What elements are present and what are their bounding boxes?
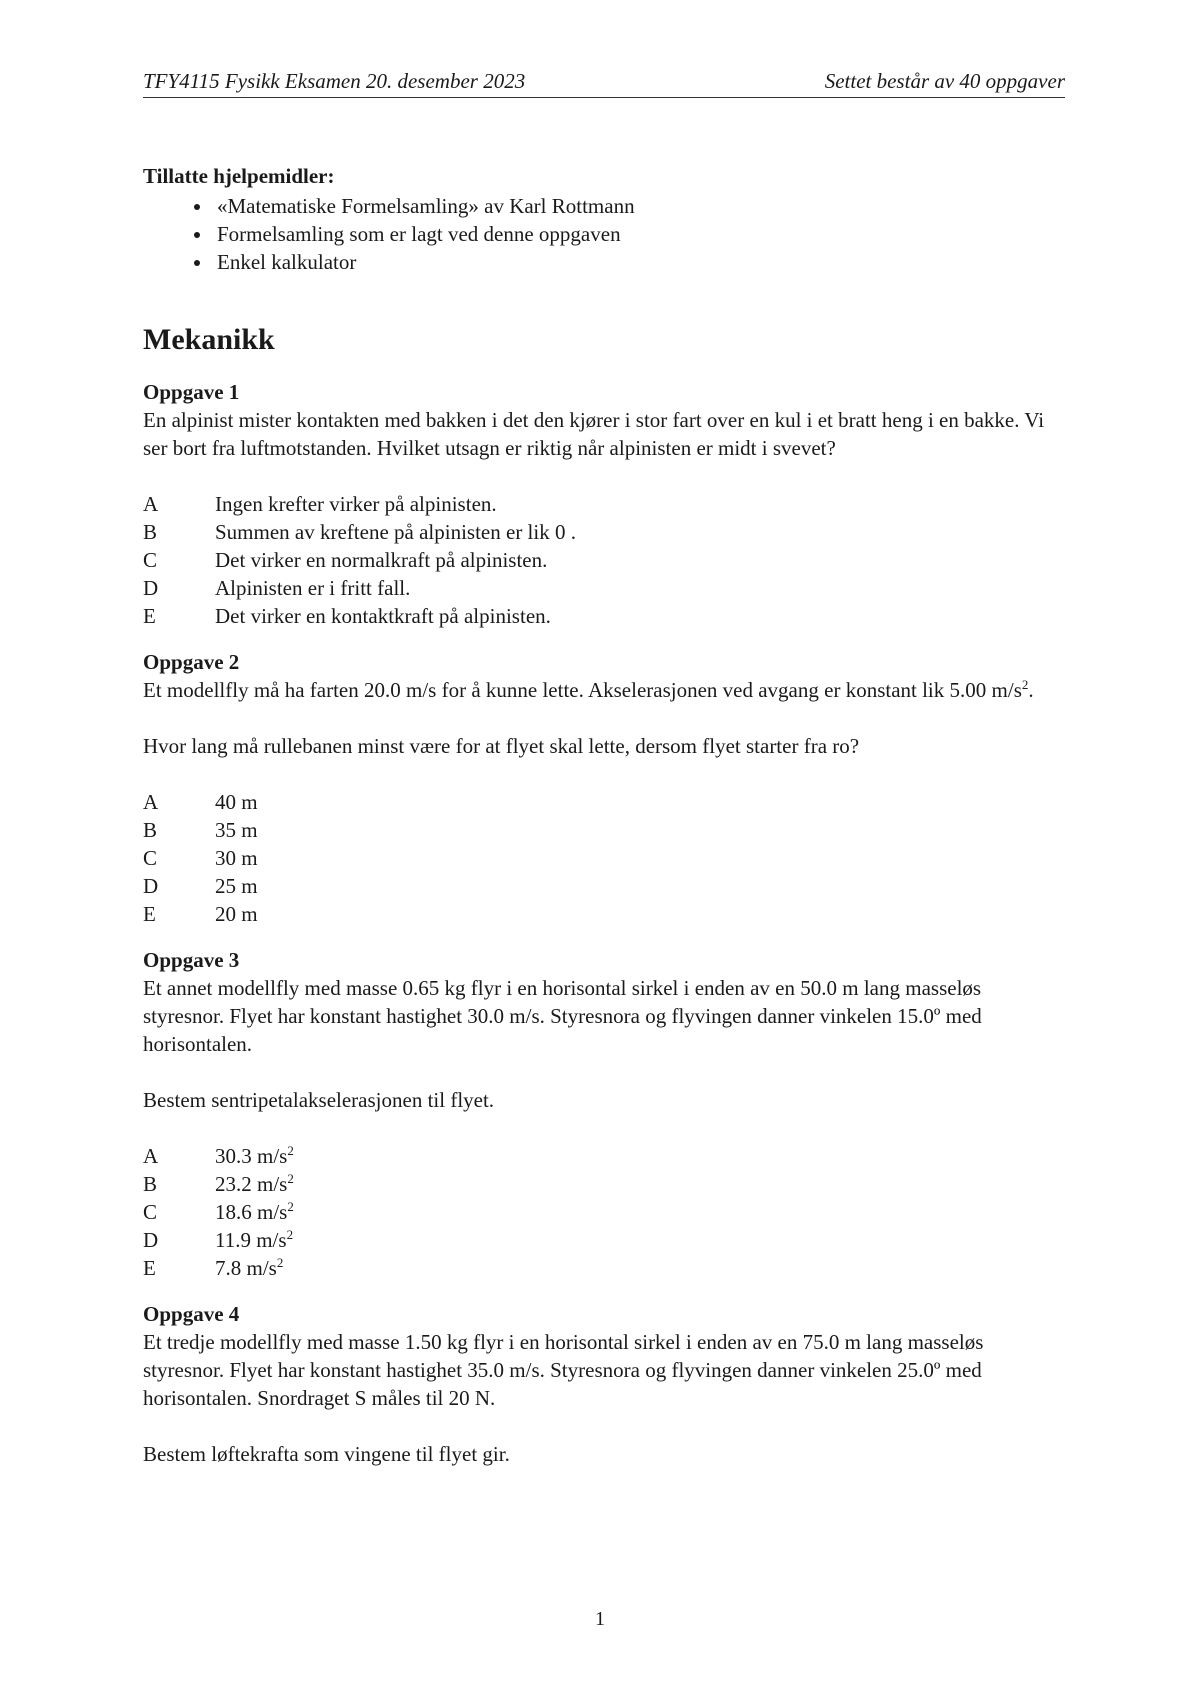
- answer-option: [143, 900, 1065, 928]
- option-text: 40 m: [215, 790, 258, 814]
- answer-option: [143, 1170, 1065, 1198]
- allowed-aid-item: • «Matematiske Formelsamling» av Karl Rottmann: [213, 192, 1065, 220]
- option-text: 25 m: [215, 874, 258, 898]
- option-text: [215, 1142, 294, 1170]
- task-title: Oppgave 2: [143, 650, 240, 674]
- allowed-aid-item: • Enkel kalkulator: [213, 248, 1065, 276]
- superscript: 2: [287, 1143, 294, 1158]
- answer-option: [143, 872, 1065, 900]
- task-title: Oppgave 4: [143, 1302, 240, 1326]
- option-value: 11.9 m/s: [215, 1228, 287, 1252]
- option-letter: B: [143, 818, 158, 842]
- option-letter: C: [143, 548, 158, 572]
- superscript: 2: [287, 1199, 294, 1214]
- allowed-aids: [143, 162, 1065, 276]
- option-letter: A: [143, 1144, 159, 1168]
- option-value: 23.2 m/s: [215, 1172, 288, 1196]
- answer-option: [143, 1254, 1065, 1282]
- task-1: [143, 378, 1065, 630]
- section-title: Mekanikk: [143, 323, 275, 356]
- task-title: Oppgave 3: [143, 948, 240, 972]
- option-letter: E: [143, 902, 156, 926]
- option-letter: C: [143, 1200, 158, 1224]
- answer-option: [143, 1142, 1065, 1170]
- task-2: [143, 648, 1065, 928]
- task-4: [143, 1300, 1065, 1468]
- task-text-main: Et modellfly må ha farten 20.0 m/s for å kunne lette. Akselerasjonen ved avgang er konstant lik 5.00 m/s: [143, 678, 1022, 702]
- answer-option: [143, 490, 1065, 518]
- option-value: 30.3 m/s: [215, 1144, 288, 1168]
- answer-option: [143, 546, 1065, 574]
- option-text: [215, 1226, 293, 1254]
- answer-options: [143, 788, 1065, 928]
- allowed-aids-list: [143, 192, 1065, 276]
- option-letter: B: [143, 1172, 158, 1196]
- task-text: Et tredje modellfly med masse 1.50 kg flyr i en horisontal sirkel i enden av en 75.0 m lang masseløs styresnor. Flyet har konstant hastighet 35.0 m/s. Styresnora og flyvingen danner vinkelen 25.0º med horisontalen. Snordraget S måles til 20 N.: [143, 1330, 984, 1410]
- superscript: 2: [287, 1171, 294, 1186]
- task-text: Et annet modellfly med masse 0.65 kg flyr i en horisontal sirkel i enden av en 50.0 m lang masseløs styresnor. Flyet har konstant hastighet 30.0 m/s. Styresnora og flyvingen danner vinkelen 15.0º med horisontalen.: [143, 976, 982, 1056]
- answer-option: [143, 602, 1065, 630]
- answer-options: [143, 490, 1065, 630]
- superscript: 2: [286, 1227, 294, 1242]
- answer-option: [143, 574, 1065, 602]
- option-text: Ingen krefter virker på alpinisten.: [215, 492, 497, 516]
- option-text: [215, 1170, 294, 1198]
- option-letter: D: [143, 576, 159, 600]
- answer-option: [143, 1226, 1065, 1254]
- superscript: 2: [1021, 677, 1029, 692]
- option-letter: A: [143, 492, 159, 516]
- superscript: 2: [276, 1255, 284, 1270]
- option-text: 20 m: [215, 902, 258, 926]
- task-question: Bestem løftekrafta som vingene til flyet gir.: [143, 1442, 510, 1466]
- option-text: [215, 1198, 294, 1226]
- task-text-end: .: [1028, 678, 1034, 702]
- answer-option: [143, 788, 1065, 816]
- option-text: Alpinisten er i fritt fall.: [215, 576, 411, 600]
- exam-page: [143, 68, 1065, 1468]
- option-text: 30 m: [215, 846, 258, 870]
- option-value: 18.6 m/s: [215, 1200, 288, 1224]
- option-text: Det virker en normalkraft på alpinisten.: [215, 548, 548, 572]
- answer-option: [143, 1198, 1065, 1226]
- task-question: Bestem sentripetalakselerasjonen til flyet.: [143, 1088, 495, 1112]
- option-letter: C: [143, 846, 158, 870]
- option-letter: E: [143, 604, 156, 628]
- option-letter: D: [143, 874, 159, 898]
- answer-option: [143, 518, 1065, 546]
- header-course-title: TFY4115 Fysikk Eksamen 20. desember 2023: [143, 69, 526, 93]
- answer-option: [143, 816, 1065, 844]
- page-header: [143, 68, 1065, 98]
- option-letter: B: [143, 520, 158, 544]
- task-text: En alpinist mister kontakten med bakken i det den kjører i stor fart over en kul i et bratt heng i en bakke. Vi ser bort fra luftmotstanden. Hvilket utsagn er riktig når alpinisten er midt i svevet?: [143, 408, 1045, 460]
- option-text: [215, 1254, 283, 1282]
- allowed-aids-title: Tillatte hjelpemidler:: [143, 164, 335, 188]
- page-number: 1: [595, 1608, 605, 1630]
- header-task-count: Settet består av 40 oppgaver: [824, 69, 1065, 93]
- option-text: Det virker en kontaktkraft på alpinisten.: [215, 604, 551, 628]
- option-value: 7.8 m/s: [215, 1256, 277, 1280]
- task-title: Oppgave 1: [143, 380, 240, 404]
- option-letter: A: [143, 790, 159, 814]
- task-question: Hvor lang må rullebanen minst være for at flyet skal lette, dersom flyet starter fra ro?: [143, 734, 860, 758]
- answer-options: [143, 1142, 1065, 1282]
- option-text: Summen av kreftene på alpinisten er lik 0 .: [215, 520, 576, 544]
- option-letter: E: [143, 1256, 156, 1280]
- allowed-aid-item: • Formelsamling som er lagt ved denne oppgaven: [213, 220, 1065, 248]
- answer-option: [143, 844, 1065, 872]
- task-3: [143, 946, 1065, 1282]
- task-text: [143, 676, 1065, 704]
- option-letter: D: [143, 1228, 159, 1252]
- option-text: 35 m: [215, 818, 258, 842]
